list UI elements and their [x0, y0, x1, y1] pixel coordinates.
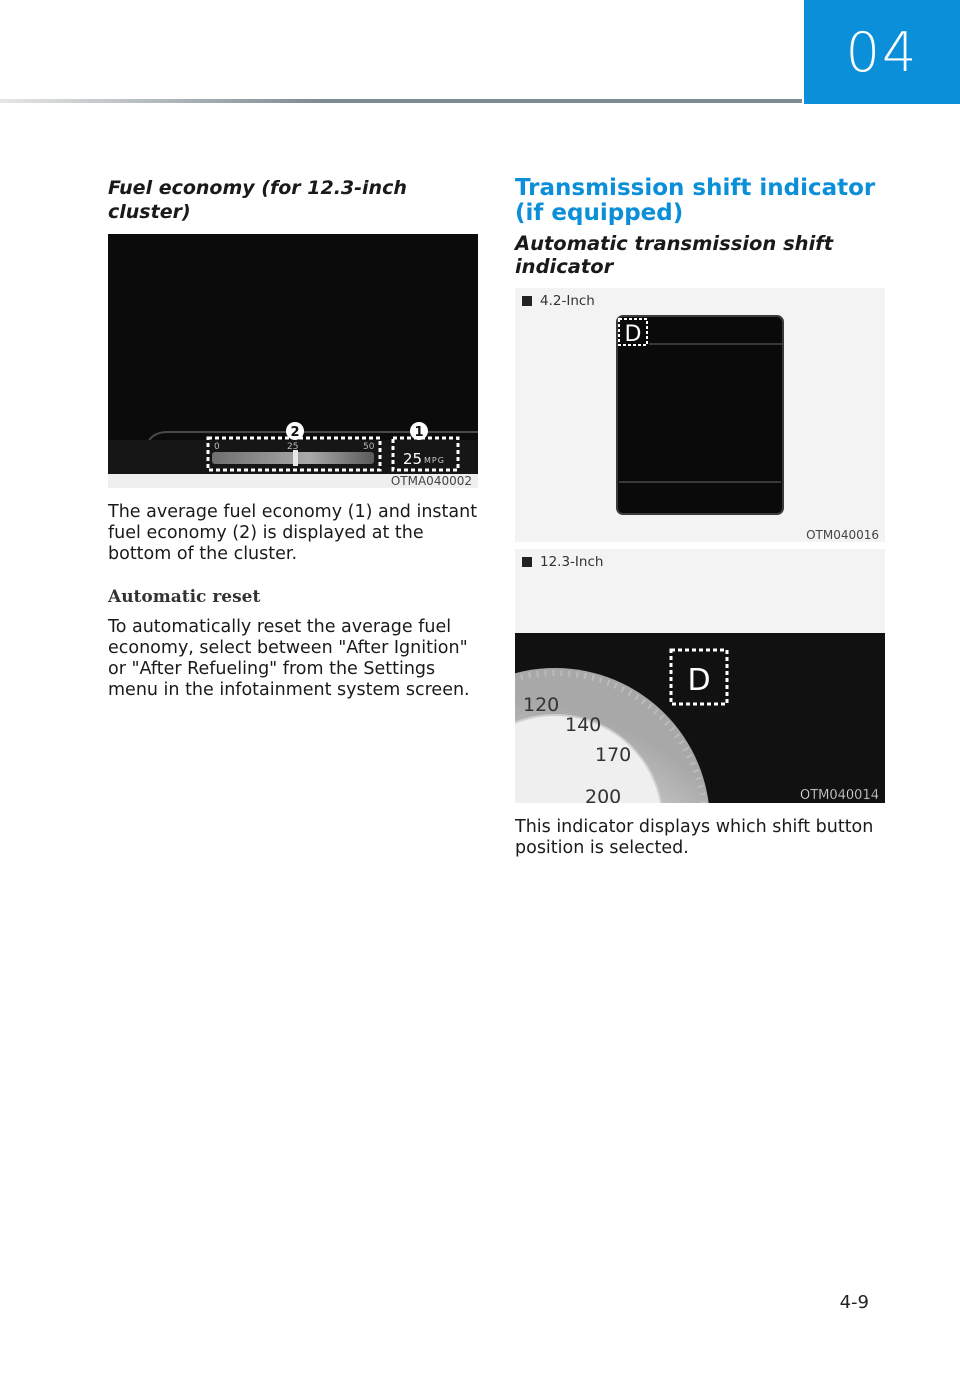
- figure-label: 4.2-Inch: [540, 293, 595, 309]
- cluster-4-2-illustration: [515, 314, 885, 534]
- cluster-illustration: [108, 234, 478, 474]
- header-rule: [0, 99, 802, 103]
- figure-12-3-inch: [515, 549, 885, 803]
- automatic-reset-paragraph: To automatically reset the average fuel economy, select between "After Ignition" or "After Refueling" from the Settings menu in the infotainment system screen.: [108, 617, 470, 700]
- bullet-square-icon: [522, 557, 532, 567]
- chapter-tab: 04: [804, 0, 960, 104]
- instant-economy-needle: [293, 450, 298, 466]
- mpg-value: 25: [403, 450, 423, 468]
- gear-indicator: D: [687, 663, 711, 698]
- fuel-economy-figure: [108, 234, 478, 488]
- automatic-reset-heading: Automatic reset: [108, 587, 261, 607]
- shift-indicator-paragraph: This indicator displays which shift button position is selected.: [515, 817, 874, 858]
- figure-code: OTM040014: [799, 788, 879, 803]
- shift-indicator-subheading: Automatic transmission shift indicator: [515, 232, 834, 278]
- mpg-unit: MPG: [424, 456, 445, 465]
- page-number: 4-9: [839, 1292, 869, 1313]
- figure-label: 12.3-Inch: [540, 554, 604, 570]
- gear-indicator: D: [624, 322, 642, 347]
- bullet-square-icon: [522, 296, 532, 306]
- speed-label-140: 140: [565, 714, 602, 736]
- figure-4-2-inch: [515, 288, 885, 542]
- cluster-12-3-illustration: [515, 633, 885, 803]
- gauge-tick-25: 25: [287, 442, 299, 452]
- speed-label-120: 120: [523, 694, 560, 716]
- gauge-tick-0: 0: [214, 442, 220, 452]
- display-frame: [617, 316, 783, 514]
- gauge-tick-50: 50: [363, 442, 375, 452]
- right-column: [515, 176, 885, 859]
- fuel-economy-heading: Fuel economy (for 12.3-inch cluster): [108, 177, 407, 223]
- shift-indicator-heading: Transmission shift indicator (if equipped): [515, 175, 876, 226]
- fuel-economy-paragraph: The average fuel economy (1) and instant fuel economy (2) is displayed at the bottom of the cluster.: [108, 502, 478, 564]
- callout-2-number: 2: [290, 425, 300, 440]
- figure-code: OTM040016: [806, 528, 879, 542]
- speed-label-170: 170: [595, 744, 632, 766]
- callout-1-number: 1: [414, 425, 424, 440]
- speed-label-200: 200: [585, 786, 622, 803]
- cluster-screen: [108, 234, 478, 474]
- left-column: [108, 176, 478, 701]
- figure-code: OTMA040002: [390, 474, 472, 488]
